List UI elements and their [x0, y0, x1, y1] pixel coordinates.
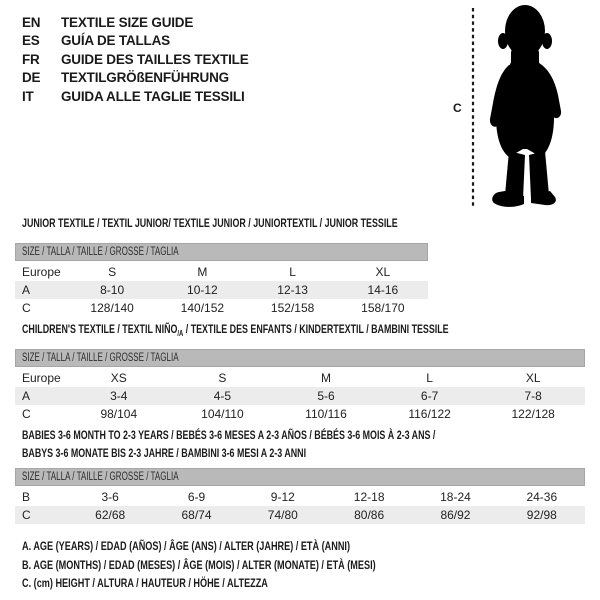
table-row-height: [15, 506, 585, 524]
height-cell: 62/68: [95, 508, 126, 522]
height-measure-line: [471, 8, 475, 211]
table-row-age: [15, 281, 428, 299]
size-header-label: SIZE / TALLA / TAILLE / GRÖSSE / TAGLIA: [22, 352, 179, 364]
height-cell: 140/152: [180, 301, 225, 315]
height-cell: 104/110: [201, 407, 244, 421]
language-title: TEXTILE SIZE GUIDE: [61, 14, 194, 30]
footnote-b: [22, 556, 487, 575]
junior-section-title-text: JUNIOR TEXTILE / TEXTIL JUNIOR/ TEXTILE JUNIOR / JUNIORTEXTIL / JUNIOR TESSILE: [22, 216, 398, 230]
row-label: A: [22, 389, 31, 403]
footnote-a-text: A. AGE (YEARS) / EDAD (AÑOS) / ÂGE (ANS) / ALTER (JAHRE) / ETÀ (ANNI): [22, 539, 350, 553]
language-row-es: [22, 32, 249, 51]
height-cell: 98/104: [100, 407, 138, 421]
age-cell: 12-13: [277, 283, 308, 297]
height-cell: 158/170: [361, 301, 405, 315]
size-cell: L: [426, 371, 433, 385]
babies-table-header-bar: [15, 468, 585, 486]
language-code: FR: [22, 51, 40, 67]
table-row-europe: [15, 263, 428, 281]
babies-section-title-line2: BABYS 3-6 MONATE BIS 2-3 JAHRE / BAMBINI 3-6 MESI A 2-3 ANNI: [22, 446, 307, 460]
language-title: GUIDA ALLE TAGLIE TESSILI: [61, 88, 245, 104]
size-cell: S: [218, 371, 227, 385]
height-cell: 110/116: [305, 407, 347, 421]
months-cell: 12-18: [353, 490, 385, 504]
table-row-height: [15, 299, 428, 317]
table-row-months: [15, 488, 585, 506]
children-table-header-bar: [15, 349, 585, 367]
language-code: IT: [22, 88, 34, 104]
language-row-de: [22, 69, 249, 88]
height-cell: 68/74: [181, 508, 212, 522]
height-cell: 92/98: [526, 508, 557, 522]
height-cell: 116/122: [408, 407, 451, 421]
height-cell: 74/80: [267, 508, 298, 522]
footnote-c: [22, 574, 487, 593]
language-row-fr: [22, 50, 249, 69]
footnote-c-text: C. (cm) HEIGHT / ALTURA / HAUTEUR / HÖHE / ALTEZZA: [22, 576, 268, 590]
row-label: C: [22, 508, 31, 522]
height-cell: 152/158: [270, 301, 315, 315]
months-cell: 24-36: [526, 490, 558, 504]
age-cell: 14-16: [367, 283, 399, 297]
size-cell: XL: [525, 371, 541, 385]
height-cell: 86/92: [440, 508, 471, 522]
size-cell: XL: [375, 265, 391, 279]
language-header: [22, 13, 249, 106]
months-cell: 6-9: [187, 490, 206, 504]
babies-section-title: [22, 426, 581, 460]
children-size-table: [15, 349, 585, 423]
height-cell: 122/128: [511, 407, 555, 421]
size-header-label: SIZE / TALLA / TAILLE / GRÖSSE / TAGLIA: [22, 246, 179, 258]
row-label: C: [22, 301, 31, 315]
babies-size-table: [15, 468, 585, 524]
age-cell: 8-10: [100, 283, 125, 297]
age-cell: 7-8: [524, 389, 542, 403]
table-row-age: [15, 387, 585, 405]
footnote-a: [22, 537, 487, 556]
size-header-label: SIZE / TALLA / TAILLE / GRÖSSE / TAGLIA: [22, 471, 179, 483]
size-cell: S: [108, 265, 117, 279]
age-cell: 4-5: [213, 389, 232, 403]
dashed-line-icon: [471, 8, 475, 206]
age-cell: 10-12: [187, 283, 218, 297]
title-part: / TEXTILE DES ENFANTS / KINDERTEXTIL / BAMBINI TESSILE: [183, 322, 449, 336]
language-title: GUÍA DE TALLAS: [61, 33, 170, 49]
children-section-title: [22, 322, 598, 337]
junior-section-title: [22, 216, 530, 231]
row-label: Europe: [22, 265, 61, 279]
age-cell: 5-6: [317, 389, 335, 403]
language-row-it: [22, 87, 249, 106]
size-cell: M: [197, 265, 208, 279]
title-subscript: /A: [177, 328, 184, 338]
row-label: B: [22, 490, 31, 504]
title-part: CHILDREN'S TEXTILE / TEXTIL NIÑO: [22, 322, 178, 336]
language-code: EN: [22, 14, 41, 30]
junior-table-header-bar: [15, 243, 428, 261]
toddler-silhouette-icon: [487, 3, 587, 207]
footnote-b-text: B. AGE (MONTHS) / EDAD (MESES) / ÂGE (MOIS) / ALTER (MONATE) / ETÀ (MESI): [22, 557, 376, 572]
row-label: Europe: [22, 371, 61, 385]
height-measure-label: C: [453, 101, 462, 115]
months-cell: 18-24: [440, 490, 471, 504]
row-label: A: [22, 283, 31, 297]
language-title: GUIDE DES TAILLES TEXTILE: [61, 51, 249, 67]
age-cell: 6-7: [420, 389, 439, 403]
children-section-title-text: [22, 322, 449, 338]
table-row-height: [15, 405, 585, 423]
language-code: ES: [22, 33, 40, 49]
legend-footnotes: [22, 537, 487, 593]
height-cell: 80/86: [354, 508, 385, 522]
months-cell: 9-12: [270, 490, 295, 504]
table-row-europe: [15, 369, 585, 387]
age-cell: 3-4: [110, 389, 128, 403]
months-cell: 3-6: [101, 490, 119, 504]
size-cell: XS: [110, 371, 127, 385]
language-row-en: [22, 13, 249, 32]
babies-section-title-line1: BABIES 3-6 MONTH TO 2-3 YEARS / BEBÉS 3-6 MESES A 2-3 AÑOS / BÉBÉS 3-6 MOIS À 2-3 ANS /: [22, 428, 436, 442]
language-title: TEXTILGRÖßENFÜHRUNG: [61, 70, 229, 86]
height-cell: 128/140: [90, 301, 134, 315]
row-label: C: [22, 407, 31, 421]
junior-size-table: [15, 243, 428, 317]
language-code: DE: [22, 70, 41, 86]
size-cell: L: [289, 265, 296, 279]
size-cell: M: [320, 371, 331, 385]
